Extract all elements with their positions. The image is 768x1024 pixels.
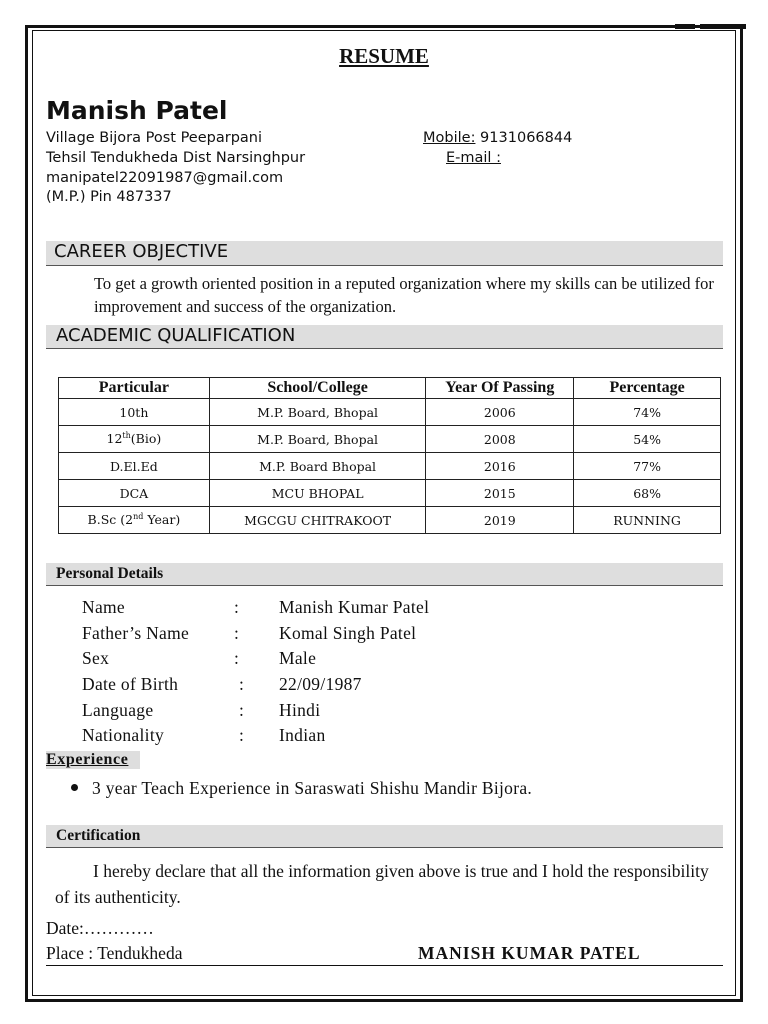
date-line: Date:………… xyxy=(46,918,154,938)
year-cell: 2008 xyxy=(426,426,574,453)
field-separator: : xyxy=(234,648,239,668)
particular-text: 12 xyxy=(106,431,123,447)
column-header: School/College xyxy=(209,378,426,399)
percentage-cell: 68% xyxy=(574,480,721,507)
field-separator: : xyxy=(239,725,244,745)
field-label-father-name: Father’s Name xyxy=(82,623,190,643)
certification-heading: Certification xyxy=(56,827,141,844)
particular-text: D.El.Ed xyxy=(109,458,158,474)
year-cell: 2016 xyxy=(426,453,574,480)
declaration-text: I hereby declare that all the information given above is true and I hold the responsibility of its authenticity. xyxy=(55,861,709,907)
address-line-2: Tehsil Tendukheda Dist Narsinghpur xyxy=(46,150,306,166)
school-cell: M.P. Board, Bhopal xyxy=(209,426,426,453)
personal-details-heading-bar xyxy=(46,563,723,586)
particular-superscript: th xyxy=(122,431,131,441)
field-separator: : xyxy=(239,700,244,720)
particular-text: 10th xyxy=(119,404,149,420)
field-label-date-of-birth: Date of Birth xyxy=(82,674,179,694)
field-separator: : xyxy=(234,597,239,617)
mobile-contact xyxy=(423,130,572,146)
field-label-language: Language xyxy=(82,700,154,720)
school-cell: MCU BHOPAL xyxy=(209,480,426,507)
resume-title: RESUME xyxy=(339,44,429,68)
year-cell: 2015 xyxy=(426,480,574,507)
column-header: Percentage xyxy=(574,378,721,399)
place-line: Place : Tendukheda xyxy=(46,943,183,963)
career-objective-text: To get a growth oriented position in a reputed organization where my skills can be utilized for improvement and success of the organization. xyxy=(94,274,714,316)
mobile-label: Mobile: xyxy=(423,130,476,146)
particular-superscript: nd xyxy=(133,512,144,522)
field-value-language: Hindi xyxy=(279,700,321,720)
particular-cell xyxy=(59,426,210,453)
table-row xyxy=(59,399,721,426)
particular-suffix: Year) xyxy=(143,512,181,528)
percentage-cell: 54% xyxy=(574,426,721,453)
career-objective-heading: CAREER OBJECTIVE xyxy=(54,241,229,262)
percentage-cell: RUNNING xyxy=(574,507,721,534)
experience-heading: Experience xyxy=(46,751,140,769)
table-row xyxy=(59,480,721,507)
border-notch-right xyxy=(700,24,746,29)
particular-cell xyxy=(59,480,210,507)
field-label-nationality: Nationality xyxy=(82,725,165,745)
year-cell: 2019 xyxy=(426,507,574,534)
percentage-cell: 77% xyxy=(574,453,721,480)
field-label-sex: Sex xyxy=(82,648,110,668)
academic-heading-bar xyxy=(46,325,723,349)
candidate-name: Manish Patel xyxy=(46,96,228,125)
particular-cell xyxy=(59,399,210,426)
career-objective-heading-bar xyxy=(46,241,723,266)
field-value-date-of-birth: 22/09/1987 xyxy=(279,674,362,694)
footer-rule xyxy=(46,965,723,966)
column-header: Year Of Passing xyxy=(426,378,574,399)
percentage-cell: 74% xyxy=(574,399,721,426)
field-separator: : xyxy=(234,623,239,643)
academic-table xyxy=(58,377,721,534)
school-cell: MGCGU CHITRAKOOT xyxy=(209,507,426,534)
school-cell: M.P. Board, Bhopal xyxy=(209,399,426,426)
email-label: E-mail : xyxy=(446,150,501,166)
column-header: Particular xyxy=(59,378,210,399)
signature-name: MANISH KUMAR PATEL xyxy=(418,943,641,963)
particular-cell xyxy=(59,507,210,534)
experience-item xyxy=(71,778,532,799)
academic-heading: ACADEMIC QUALIFICATION xyxy=(56,325,296,346)
field-label-name: Name xyxy=(82,597,125,617)
table-row xyxy=(59,426,721,453)
email-address[interactable]: manipatel22091987@gmail.com xyxy=(46,170,284,186)
personal-details-heading: Personal Details xyxy=(56,565,164,582)
address-line-1: Village Bijora Post Peeparpani xyxy=(46,130,263,146)
mobile-value: 9131066844 xyxy=(475,130,573,146)
table-row xyxy=(59,453,721,480)
border-notch-left xyxy=(675,24,695,29)
school-cell: M.P. Board Bhopal xyxy=(209,453,426,480)
particular-cell xyxy=(59,453,210,480)
field-value-sex: Male xyxy=(279,648,317,668)
bullet-icon xyxy=(71,784,78,791)
year-cell: 2006 xyxy=(426,399,574,426)
field-separator: : xyxy=(239,674,244,694)
field-value-father-name: Komal Singh Patel xyxy=(279,623,417,643)
field-value-nationality: Indian xyxy=(279,725,326,745)
address-line-pin: (M.P.) Pin 487337 xyxy=(46,189,172,205)
field-value-name: Manish Kumar Patel xyxy=(279,597,430,617)
experience-item-text: 3 year Teach Experience in Saraswati Shishu Mandir Bijora. xyxy=(92,778,533,798)
particular-text: B.Sc (2 xyxy=(87,512,134,528)
particular-text: DCA xyxy=(119,485,149,501)
table-row xyxy=(59,507,721,534)
table-header-row xyxy=(59,378,721,399)
particular-suffix: (Bio) xyxy=(130,431,162,447)
certification-heading-bar xyxy=(46,825,723,848)
